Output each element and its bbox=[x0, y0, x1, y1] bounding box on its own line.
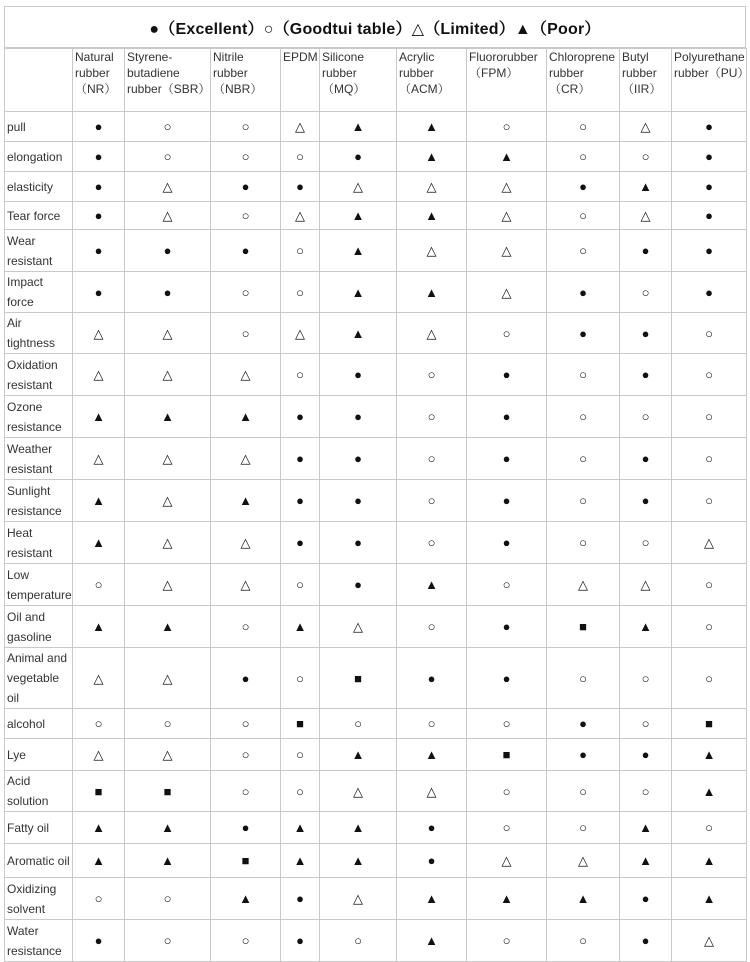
limited-symbol: △ bbox=[73, 438, 125, 480]
poor-symbol: ▲ bbox=[397, 920, 467, 962]
good-symbol: ○ bbox=[281, 354, 320, 396]
good-symbol: ○ bbox=[125, 920, 211, 962]
good-symbol: ○ bbox=[547, 438, 620, 480]
poor-symbol: ▲ bbox=[125, 396, 211, 438]
column-header-epdm: EPDM bbox=[281, 49, 320, 112]
good-symbol: ○ bbox=[547, 396, 620, 438]
good-symbol: ○ bbox=[211, 709, 281, 739]
table-body bbox=[5, 112, 747, 962]
poor-symbol: ▲ bbox=[281, 812, 320, 844]
good-symbol: ○ bbox=[211, 606, 281, 648]
row-label: Aromatic oil bbox=[5, 844, 73, 878]
excellent-symbol: ● bbox=[281, 878, 320, 920]
good-symbol: ○ bbox=[125, 878, 211, 920]
row-label: Oxidizing solvent bbox=[5, 878, 73, 920]
poor-symbol: ▲ bbox=[281, 844, 320, 878]
good-symbol: ○ bbox=[397, 438, 467, 480]
good-symbol: ○ bbox=[397, 396, 467, 438]
good-symbol: ○ bbox=[547, 142, 620, 172]
good-symbol: ○ bbox=[320, 709, 397, 739]
excellent-symbol: ● bbox=[281, 396, 320, 438]
square-symbol: ■ bbox=[281, 709, 320, 739]
good-symbol: ○ bbox=[547, 202, 620, 230]
limited-symbol: △ bbox=[620, 202, 672, 230]
excellent-symbol: ● bbox=[397, 648, 467, 709]
poor-symbol: ▲ bbox=[320, 272, 397, 313]
good-symbol: ○ bbox=[620, 771, 672, 812]
row-label: Ozone resistance bbox=[5, 396, 73, 438]
excellent-symbol: ● bbox=[125, 272, 211, 313]
row-label: Weather resistant bbox=[5, 438, 73, 480]
good-symbol: ○ bbox=[211, 920, 281, 962]
good-symbol: ○ bbox=[672, 354, 747, 396]
row-label: Water resistance bbox=[5, 920, 73, 962]
poor-symbol: ▲ bbox=[397, 112, 467, 142]
table-row-oxidation-resistant bbox=[5, 354, 747, 396]
good-symbol: ○ bbox=[211, 313, 281, 354]
square-symbol: ■ bbox=[547, 606, 620, 648]
square-symbol: ■ bbox=[320, 648, 397, 709]
excellent-symbol: ● bbox=[73, 172, 125, 202]
excellent-symbol: ● bbox=[547, 313, 620, 354]
limited-symbol: △ bbox=[397, 230, 467, 272]
excellent-symbol: ● bbox=[281, 438, 320, 480]
row-label: Low temperature bbox=[5, 564, 73, 606]
row-label: pull bbox=[5, 112, 73, 142]
poor-symbol: ▲ bbox=[620, 172, 672, 202]
good-symbol: ○ bbox=[547, 112, 620, 142]
good-symbol: ○ bbox=[281, 648, 320, 709]
excellent-symbol: ● bbox=[672, 172, 747, 202]
excellent-symbol: ● bbox=[281, 480, 320, 522]
limited-symbol: △ bbox=[125, 739, 211, 771]
good-symbol: ○ bbox=[320, 920, 397, 962]
poor-symbol: ▲ bbox=[320, 844, 397, 878]
good-symbol: ○ bbox=[281, 739, 320, 771]
poor-symbol: ▲ bbox=[211, 878, 281, 920]
good-symbol: ○ bbox=[672, 564, 747, 606]
table-row-ozone-resistance bbox=[5, 396, 747, 438]
poor-symbol: ▲ bbox=[73, 396, 125, 438]
limited-symbol: △ bbox=[73, 739, 125, 771]
excellent-symbol: ● bbox=[320, 522, 397, 564]
excellent-symbol: ● bbox=[620, 480, 672, 522]
good-symbol: ○ bbox=[125, 709, 211, 739]
excellent-symbol: ● bbox=[467, 648, 547, 709]
limited-symbol: △ bbox=[467, 230, 547, 272]
good-symbol: ○ bbox=[620, 272, 672, 313]
excellent-symbol: ● bbox=[672, 272, 747, 313]
table-row-elasticity bbox=[5, 172, 747, 202]
poor-symbol: ▲ bbox=[281, 606, 320, 648]
excellent-symbol: ● bbox=[211, 812, 281, 844]
good-symbol: ○ bbox=[620, 709, 672, 739]
excellent-symbol: ● bbox=[547, 739, 620, 771]
column-header-silicone-rubber-mq: Silicone rubber（MQ） bbox=[320, 49, 397, 112]
limited-symbol: △ bbox=[467, 172, 547, 202]
limited-symbol: △ bbox=[320, 172, 397, 202]
table-row-water-resistance bbox=[5, 920, 747, 962]
excellent-symbol: ● bbox=[672, 230, 747, 272]
limited-symbol: △ bbox=[281, 202, 320, 230]
excellent-symbol: ● bbox=[467, 354, 547, 396]
poor-symbol: ▲ bbox=[397, 878, 467, 920]
good-symbol: ○ bbox=[547, 230, 620, 272]
table-row-oxidizing-solvent bbox=[5, 878, 747, 920]
good-symbol: ○ bbox=[547, 771, 620, 812]
good-symbol: ○ bbox=[397, 480, 467, 522]
excellent-symbol: ● bbox=[73, 272, 125, 313]
poor-symbol: ▲ bbox=[397, 202, 467, 230]
good-symbol: ○ bbox=[211, 771, 281, 812]
column-header-polyurethane-rubber-pu: Polyurethane rubber（PU） bbox=[672, 49, 747, 112]
table-row-oil-and-gasoline bbox=[5, 606, 747, 648]
poor-symbol: ▲ bbox=[320, 230, 397, 272]
good-symbol: ○ bbox=[73, 709, 125, 739]
row-label: Oil and gasoline bbox=[5, 606, 73, 648]
limited-symbol: △ bbox=[320, 771, 397, 812]
poor-symbol: ▲ bbox=[672, 878, 747, 920]
row-label: Fatty oil bbox=[5, 812, 73, 844]
good-symbol: ○ bbox=[672, 812, 747, 844]
excellent-symbol: ● bbox=[397, 844, 467, 878]
row-label: Oxidation resistant bbox=[5, 354, 73, 396]
excellent-symbol: ● bbox=[320, 396, 397, 438]
limited-symbol: △ bbox=[211, 564, 281, 606]
good-symbol: ○ bbox=[672, 438, 747, 480]
limited-symbol: △ bbox=[672, 522, 747, 564]
header-corner bbox=[5, 49, 73, 112]
table-row-air-tightness bbox=[5, 313, 747, 354]
poor-symbol: ▲ bbox=[73, 844, 125, 878]
row-label: Tear force bbox=[5, 202, 73, 230]
good-symbol: ○ bbox=[281, 230, 320, 272]
good-symbol: ○ bbox=[211, 112, 281, 142]
good-symbol: ○ bbox=[620, 648, 672, 709]
excellent-symbol: ● bbox=[320, 438, 397, 480]
excellent-symbol: ● bbox=[320, 564, 397, 606]
good-symbol: ○ bbox=[467, 112, 547, 142]
poor-symbol: ▲ bbox=[620, 812, 672, 844]
table-row-pull bbox=[5, 112, 747, 142]
excellent-symbol: ● bbox=[620, 739, 672, 771]
row-label: Lye bbox=[5, 739, 73, 771]
table-row-elongation bbox=[5, 142, 747, 172]
row-label: Acid solution bbox=[5, 771, 73, 812]
excellent-symbol: ● bbox=[281, 920, 320, 962]
table-row-fatty-oil bbox=[5, 812, 747, 844]
limited-symbol: △ bbox=[211, 522, 281, 564]
row-label: alcohol bbox=[5, 709, 73, 739]
limited-symbol: △ bbox=[125, 480, 211, 522]
poor-symbol: ▲ bbox=[320, 812, 397, 844]
limited-symbol: △ bbox=[125, 564, 211, 606]
excellent-symbol: ● bbox=[467, 522, 547, 564]
excellent-symbol: ● bbox=[73, 142, 125, 172]
column-header-chloroprene-rubber-cr: Chloroprene rubber（CR） bbox=[547, 49, 620, 112]
good-symbol: ○ bbox=[125, 142, 211, 172]
excellent-symbol: ● bbox=[620, 354, 672, 396]
good-symbol: ○ bbox=[281, 142, 320, 172]
table-header bbox=[5, 49, 750, 112]
legend-bar bbox=[4, 6, 746, 48]
excellent-symbol: ● bbox=[320, 480, 397, 522]
square-symbol: ■ bbox=[467, 739, 547, 771]
limited-symbol: △ bbox=[620, 112, 672, 142]
excellent-symbol: ● bbox=[211, 172, 281, 202]
limited-symbol: △ bbox=[467, 844, 547, 878]
excellent-symbol: ● bbox=[620, 920, 672, 962]
good-symbol: ○ bbox=[281, 272, 320, 313]
good-symbol: ○ bbox=[547, 480, 620, 522]
excellent-symbol: ● bbox=[467, 438, 547, 480]
limited-symbol: △ bbox=[211, 354, 281, 396]
excellent-symbol: ● bbox=[211, 230, 281, 272]
poor-symbol: ▲ bbox=[320, 202, 397, 230]
excellent-symbol: ● bbox=[73, 920, 125, 962]
poor-symbol: ▲ bbox=[320, 112, 397, 142]
poor-symbol: ▲ bbox=[547, 878, 620, 920]
excellent-symbol: ● bbox=[620, 230, 672, 272]
poor-symbol: ▲ bbox=[620, 844, 672, 878]
excellent-symbol: ● bbox=[73, 202, 125, 230]
good-symbol: ○ bbox=[467, 709, 547, 739]
limited-symbol: △ bbox=[397, 172, 467, 202]
poor-symbol: ▲ bbox=[397, 739, 467, 771]
limited-symbol: △ bbox=[211, 438, 281, 480]
good-symbol: ○ bbox=[467, 771, 547, 812]
limited-symbol: △ bbox=[125, 172, 211, 202]
limited-symbol: △ bbox=[125, 648, 211, 709]
poor-symbol: ▲ bbox=[125, 844, 211, 878]
limited-symbol: △ bbox=[397, 771, 467, 812]
excellent-symbol: ● bbox=[547, 709, 620, 739]
excellent-symbol: ● bbox=[547, 272, 620, 313]
good-symbol: ○ bbox=[620, 142, 672, 172]
poor-symbol: ▲ bbox=[211, 480, 281, 522]
good-symbol: ○ bbox=[547, 522, 620, 564]
excellent-symbol: ● bbox=[467, 606, 547, 648]
column-header-styrene-butadiene-rubber-sbr: Styrene-butadiene rubber（SBR） bbox=[125, 49, 211, 112]
square-symbol: ■ bbox=[73, 771, 125, 812]
row-label: Wear resistant bbox=[5, 230, 73, 272]
excellent-symbol: ● bbox=[281, 522, 320, 564]
square-symbol: ■ bbox=[125, 771, 211, 812]
excellent-symbol: ● bbox=[620, 438, 672, 480]
good-symbol: ○ bbox=[125, 112, 211, 142]
poor-symbol: ▲ bbox=[320, 313, 397, 354]
table-row-wear-resistant bbox=[5, 230, 747, 272]
good-symbol: ○ bbox=[672, 648, 747, 709]
excellent-symbol: ● bbox=[125, 230, 211, 272]
poor-symbol: ▲ bbox=[397, 564, 467, 606]
limited-symbol: △ bbox=[467, 272, 547, 313]
limited-symbol: △ bbox=[320, 878, 397, 920]
limited-symbol: △ bbox=[281, 313, 320, 354]
good-symbol: ○ bbox=[547, 812, 620, 844]
limited-symbol: △ bbox=[467, 202, 547, 230]
good-symbol: ○ bbox=[672, 606, 747, 648]
table-row-low-temperature bbox=[5, 564, 747, 606]
limited-symbol: △ bbox=[320, 606, 397, 648]
good-symbol: ○ bbox=[397, 354, 467, 396]
excellent-symbol: ● bbox=[467, 396, 547, 438]
limited-symbol: △ bbox=[73, 648, 125, 709]
limited-symbol: △ bbox=[125, 313, 211, 354]
table-row-sunlight-resistance bbox=[5, 480, 747, 522]
table-row-lye bbox=[5, 739, 747, 771]
excellent-symbol: ● bbox=[672, 202, 747, 230]
table-row-aromatic-oil bbox=[5, 844, 747, 878]
good-symbol: ○ bbox=[547, 354, 620, 396]
poor-symbol: ▲ bbox=[125, 812, 211, 844]
good-symbol: ○ bbox=[73, 878, 125, 920]
excellent-symbol: ● bbox=[672, 112, 747, 142]
poor-symbol: ▲ bbox=[672, 739, 747, 771]
rubber-properties-table bbox=[4, 48, 750, 962]
table-row-heat-resistant bbox=[5, 522, 747, 564]
good-symbol: ○ bbox=[547, 920, 620, 962]
good-symbol: ○ bbox=[467, 564, 547, 606]
good-symbol: ○ bbox=[467, 920, 547, 962]
row-label: Heat resistant bbox=[5, 522, 73, 564]
poor-symbol: ▲ bbox=[320, 739, 397, 771]
poor-symbol: ▲ bbox=[73, 522, 125, 564]
column-header-butyl-rubber-iir: Butyl rubber（IIR） bbox=[620, 49, 672, 112]
excellent-symbol: ● bbox=[620, 878, 672, 920]
good-symbol: ○ bbox=[672, 313, 747, 354]
good-symbol: ○ bbox=[211, 739, 281, 771]
good-symbol: ○ bbox=[467, 313, 547, 354]
legend-text: ●（Excellent）○（Goodtui table）△（Limited）▲（Poor） bbox=[149, 20, 601, 38]
table-row-alcohol bbox=[5, 709, 747, 739]
limited-symbol: △ bbox=[547, 844, 620, 878]
column-header-nitrile-rubber-nbr: Nitrile rubber（NBR） bbox=[211, 49, 281, 112]
poor-symbol: ▲ bbox=[73, 606, 125, 648]
good-symbol: ○ bbox=[211, 202, 281, 230]
limited-symbol: △ bbox=[125, 202, 211, 230]
excellent-symbol: ● bbox=[467, 480, 547, 522]
table-row-animal-and-vegetable-oil bbox=[5, 648, 747, 709]
excellent-symbol: ● bbox=[211, 648, 281, 709]
excellent-symbol: ● bbox=[672, 142, 747, 172]
excellent-symbol: ● bbox=[547, 172, 620, 202]
good-symbol: ○ bbox=[547, 648, 620, 709]
table-row-impact-force bbox=[5, 272, 747, 313]
limited-symbol: △ bbox=[125, 438, 211, 480]
column-header-natural-rubber-nr: Natural rubber（NR） bbox=[73, 49, 125, 112]
poor-symbol: ▲ bbox=[467, 878, 547, 920]
good-symbol: ○ bbox=[620, 522, 672, 564]
good-symbol: ○ bbox=[397, 522, 467, 564]
poor-symbol: ▲ bbox=[620, 606, 672, 648]
poor-symbol: ▲ bbox=[672, 844, 747, 878]
excellent-symbol: ● bbox=[320, 354, 397, 396]
poor-symbol: ▲ bbox=[73, 812, 125, 844]
poor-symbol: ▲ bbox=[397, 142, 467, 172]
good-symbol: ○ bbox=[73, 564, 125, 606]
excellent-symbol: ● bbox=[620, 313, 672, 354]
good-symbol: ○ bbox=[467, 812, 547, 844]
table-row-tear-force bbox=[5, 202, 747, 230]
limited-symbol: △ bbox=[672, 920, 747, 962]
good-symbol: ○ bbox=[672, 396, 747, 438]
row-label: Animal and vegetable oil bbox=[5, 648, 73, 709]
poor-symbol: ▲ bbox=[211, 396, 281, 438]
excellent-symbol: ● bbox=[397, 812, 467, 844]
excellent-symbol: ● bbox=[73, 230, 125, 272]
good-symbol: ○ bbox=[397, 606, 467, 648]
square-symbol: ■ bbox=[211, 844, 281, 878]
good-symbol: ○ bbox=[672, 480, 747, 522]
limited-symbol: △ bbox=[125, 522, 211, 564]
poor-symbol: ▲ bbox=[467, 142, 547, 172]
good-symbol: ○ bbox=[281, 771, 320, 812]
header-row bbox=[5, 49, 747, 112]
limited-symbol: △ bbox=[125, 354, 211, 396]
row-label: elongation bbox=[5, 142, 73, 172]
row-label: Air tightness bbox=[5, 313, 73, 354]
excellent-symbol: ● bbox=[73, 112, 125, 142]
good-symbol: ○ bbox=[397, 709, 467, 739]
poor-symbol: ▲ bbox=[73, 480, 125, 522]
good-symbol: ○ bbox=[211, 142, 281, 172]
limited-symbol: △ bbox=[281, 112, 320, 142]
poor-symbol: ▲ bbox=[397, 272, 467, 313]
row-label: Impact force bbox=[5, 272, 73, 313]
row-label: Sunlight resistance bbox=[5, 480, 73, 522]
poor-symbol: ▲ bbox=[672, 771, 747, 812]
limited-symbol: △ bbox=[547, 564, 620, 606]
excellent-symbol: ● bbox=[281, 172, 320, 202]
limited-symbol: △ bbox=[73, 313, 125, 354]
square-symbol: ■ bbox=[672, 709, 747, 739]
column-header-fluororubber-fpm: Fluororubber（FPM） bbox=[467, 49, 547, 112]
limited-symbol: △ bbox=[620, 564, 672, 606]
column-header-acrylic-rubber-acm: Acrylic rubber（ACM） bbox=[397, 49, 467, 112]
row-label: elasticity bbox=[5, 172, 73, 202]
excellent-symbol: ● bbox=[320, 142, 397, 172]
table-row-weather-resistant bbox=[5, 438, 747, 480]
poor-symbol: ▲ bbox=[125, 606, 211, 648]
good-symbol: ○ bbox=[211, 272, 281, 313]
good-symbol: ○ bbox=[281, 564, 320, 606]
good-symbol: ○ bbox=[620, 396, 672, 438]
table-row-acid-solution bbox=[5, 771, 747, 812]
limited-symbol: △ bbox=[73, 354, 125, 396]
limited-symbol: △ bbox=[397, 313, 467, 354]
